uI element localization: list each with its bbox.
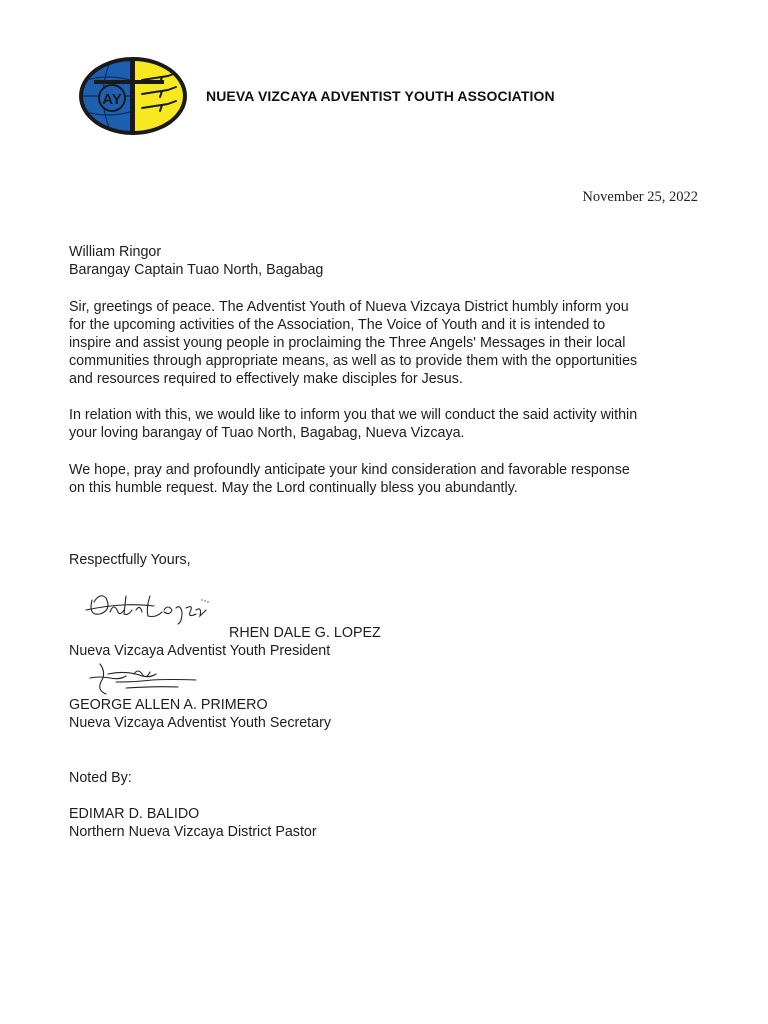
paragraph-line: inspire and assist young people in proclaiming the Three Angels' Messages in their local — [69, 335, 626, 351]
paragraph-line: and resources required to effectively make disciples for Jesus. — [69, 371, 463, 387]
pastor-block — [69, 805, 697, 841]
letter-date: November 25, 2022 — [582, 189, 698, 205]
secretary-name: GEORGE ALLEN A. PRIMERO — [69, 697, 268, 713]
paragraph-line: your loving barangay of Tuao North, Bagabag, Nueva Vizcaya. — [69, 425, 465, 441]
secretary-signature — [86, 660, 206, 698]
paragraph-line: for the upcoming activities of the Association, The Voice of Youth and it is intended to — [69, 317, 606, 333]
ay-logo — [72, 50, 194, 142]
noted-by-label — [69, 769, 697, 787]
closing-text: Respectfully Yours, — [69, 552, 191, 568]
svg-text:AY: AY — [102, 91, 122, 108]
paragraph-line: In relation with this, we would like to inform you that we will conduct the said activity within — [69, 407, 638, 423]
president-name: RHEN DALE G. LOPEZ — [229, 625, 381, 641]
paragraph-line: Sir, greetings of peace. The Adventist Youth of Nueva Vizcaya District humbly inform you — [69, 299, 629, 315]
pastor-title: Northern Nueva Vizcaya District Pastor — [69, 824, 317, 840]
body-paragraph-1 — [69, 298, 697, 388]
recipient-position: Barangay Captain Tuao North, Bagabag — [69, 262, 324, 278]
noted-label: Noted By: — [69, 770, 132, 786]
secretary-title: Nueva Vizcaya Adventist Youth Secretary — [69, 715, 332, 731]
body-paragraph-2 — [69, 406, 697, 442]
secretary-block — [69, 696, 697, 732]
closing-salutation — [69, 551, 697, 569]
recipient-block — [69, 243, 697, 279]
pastor-name: EDIMAR D. BALIDO — [69, 806, 200, 822]
organization-name: NUEVA VIZCAYA ADVENTIST YOUTH ASSOCIATION — [206, 88, 555, 104]
paragraph-line: We hope, pray and profoundly anticipate your kind consideration and favorable response — [69, 462, 630, 478]
body-paragraph-3 — [69, 461, 697, 497]
paragraph-line: communities through appropriate means, as well as to provide them with the opportunities — [69, 353, 638, 369]
president-signature — [84, 588, 214, 628]
recipient-name: William Ringor — [69, 244, 162, 260]
president-title: Nueva Vizcaya Adventist Youth President — [69, 643, 331, 659]
paragraph-line: on this humble request. May the Lord continually bless you abundantly. — [69, 480, 518, 496]
